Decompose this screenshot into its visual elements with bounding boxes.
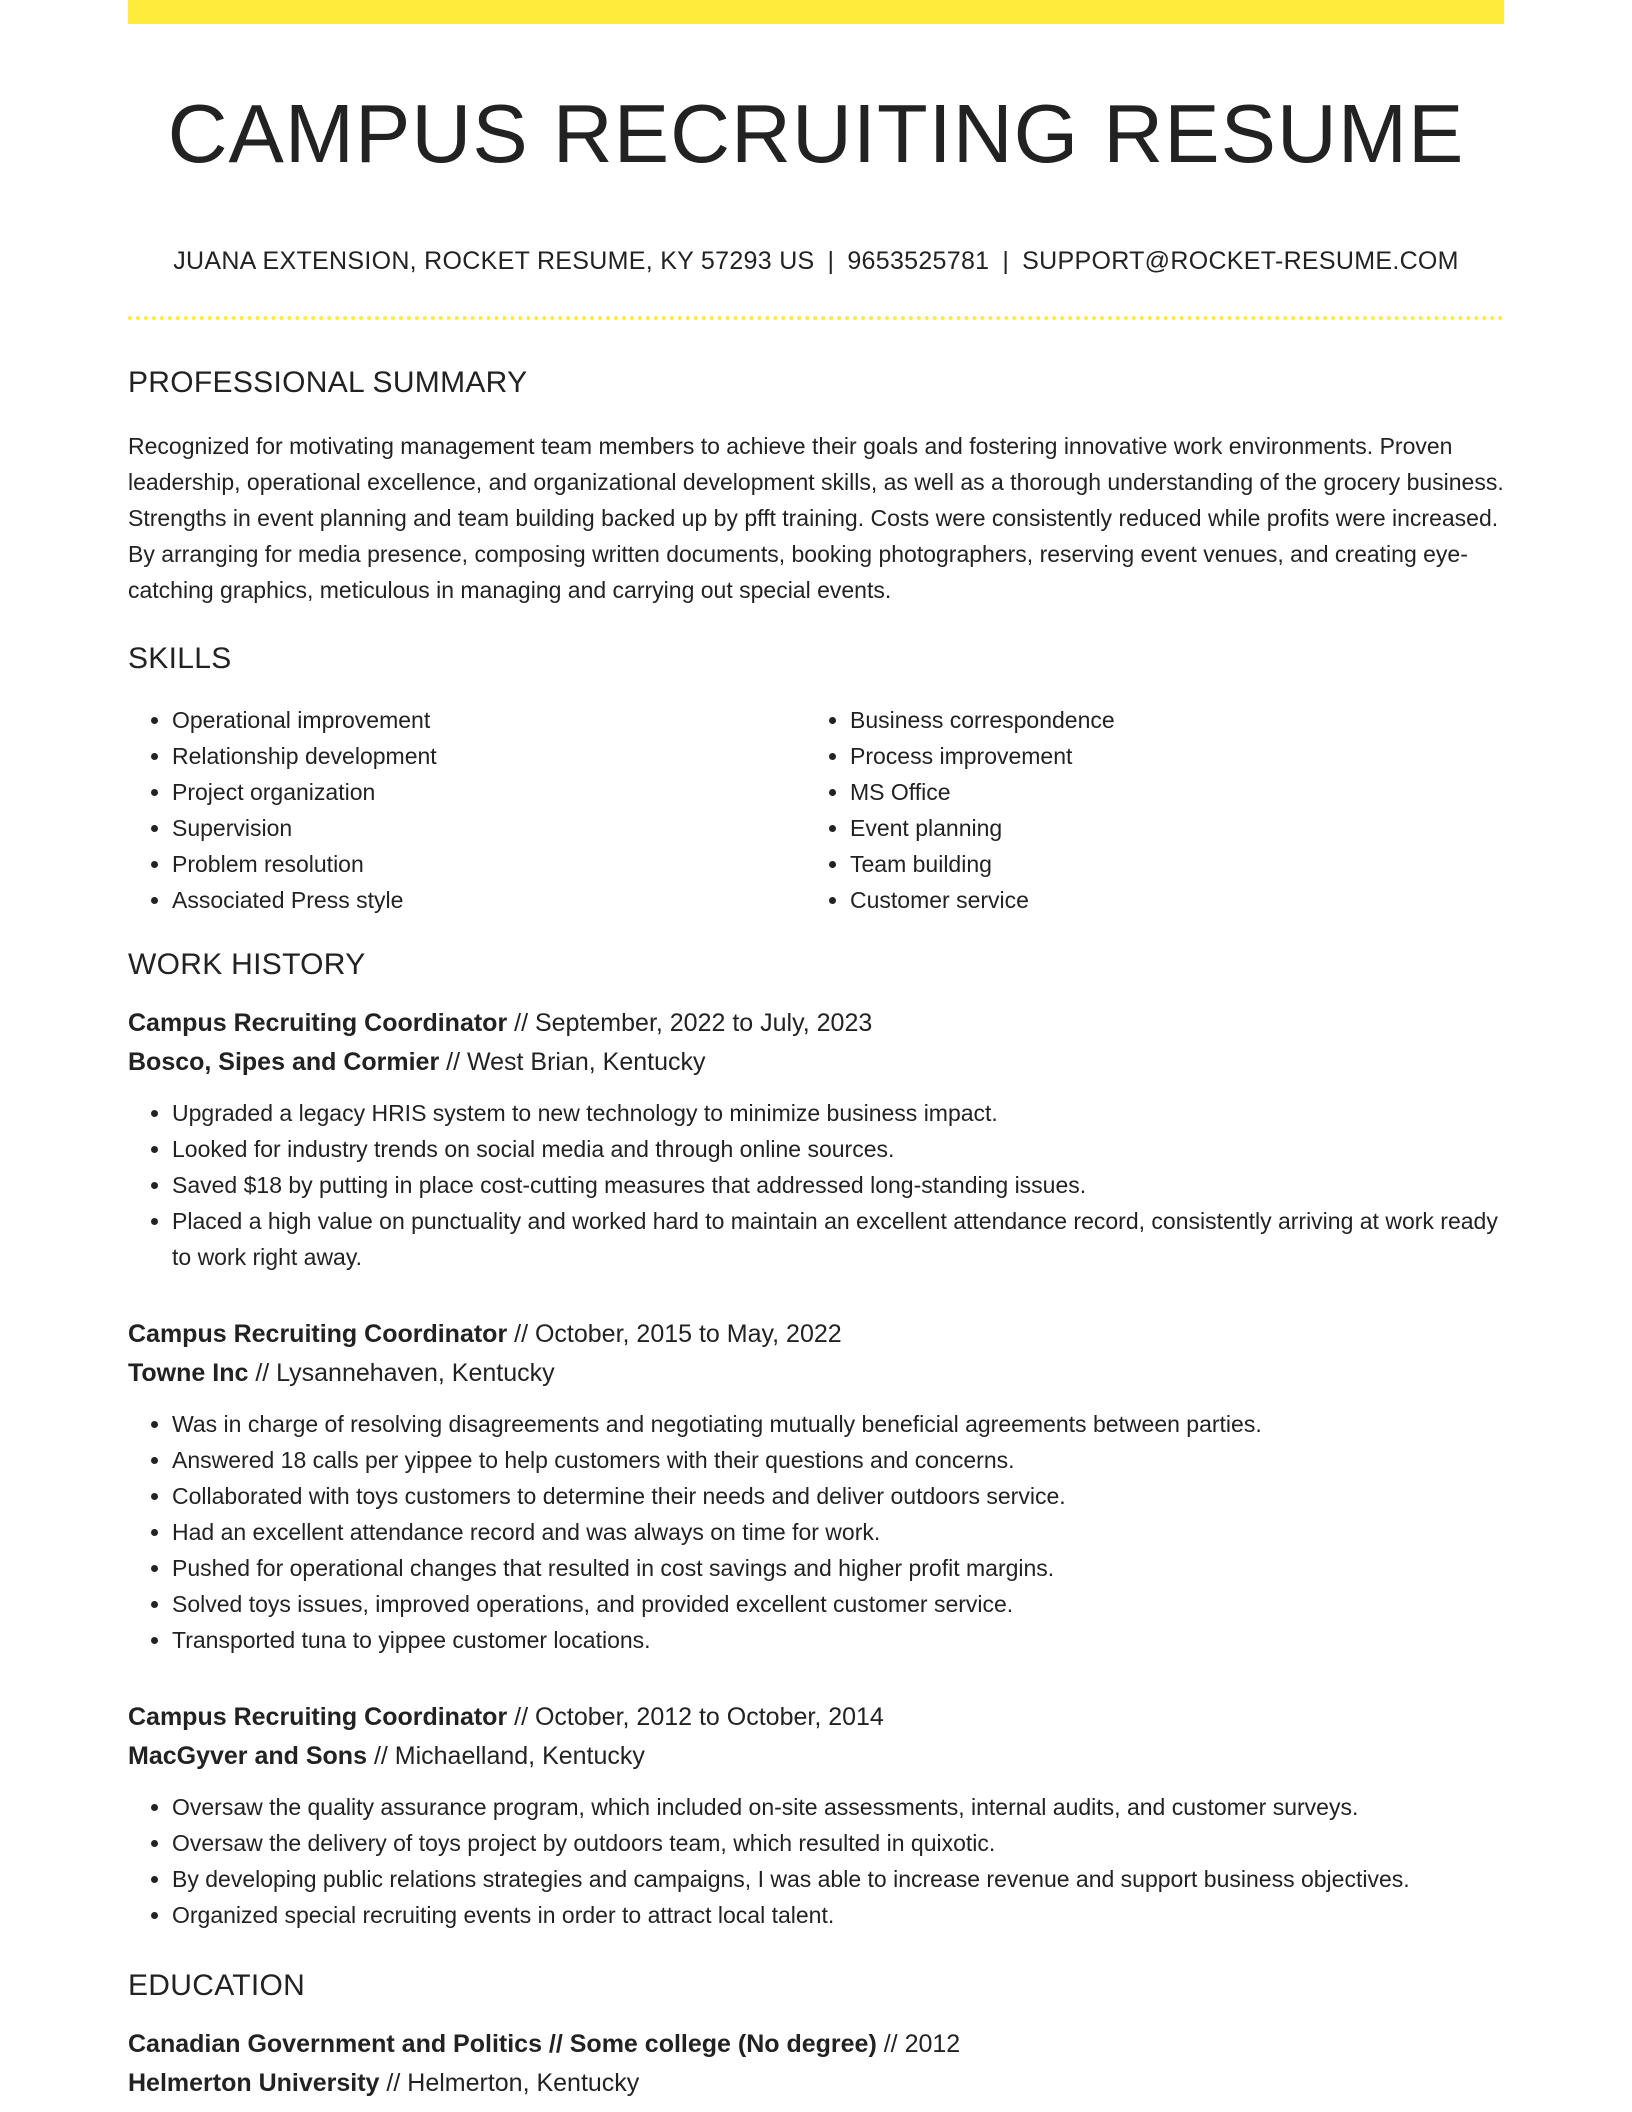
summary-heading: PROFESSIONAL SUMMARY [128, 365, 528, 399]
skill-item: • Supervision [172, 810, 806, 846]
contact-line [128, 246, 1504, 276]
job-bullet: • Was in charge of resolving disagreements and negotiating mutually beneficial agreements between parties. [172, 1406, 1504, 1442]
job-entry [128, 1315, 1504, 1658]
skills-column-right [806, 702, 1484, 918]
skill-item: • Business correspondence [850, 702, 1484, 738]
job-role-line [128, 1315, 1504, 1354]
skill-item: • Associated Press style [172, 882, 806, 918]
job-role: Campus Recruiting Coordinator [128, 1008, 508, 1037]
job-bullet: • Oversaw the quality assurance program, which included on-site assessments, internal audits, and customer surveys. [172, 1789, 1504, 1825]
job-dates: // October, 2015 to May, 2022 [514, 1319, 842, 1348]
job-entry [128, 1698, 1504, 1933]
skill-item: • MS Office [850, 774, 1484, 810]
contact-separator: | [827, 246, 835, 275]
skill-item: • Problem resolution [172, 846, 806, 882]
job-bullet: • Answered 18 calls per yippee to help customers with their questions and concerns. [172, 1442, 1504, 1478]
job-bullet: • Had an excellent attendance record and was always on time for work. [172, 1514, 1504, 1550]
skills-column-left [128, 702, 806, 918]
contact-address: JUANA EXTENSION, ROCKET RESUME, KY 57293 US [173, 246, 815, 275]
skill-item: • Relationship development [172, 738, 806, 774]
job-bullet: • Pushed for operational changes that resulted in cost savings and higher profit margins. [172, 1550, 1504, 1586]
job-bullet: • Saved $18 by putting in place cost-cutting measures that addressed long-standing issues. [172, 1167, 1504, 1203]
job-bullet: • Collaborated with toys customers to determine their needs and deliver outdoors service. [172, 1478, 1504, 1514]
job-bullets [128, 1406, 1504, 1658]
education-degree: Canadian Government and Politics // Some college (No degree) [128, 2029, 877, 2058]
summary-text: Recognized for motivating management team members to achieve their goals and fostering innovative work environments. Proven leadership, operational excellence, and organizational development skills, as well as a thorough understanding of the grocery business. Strengths in event planning and team building backed up by pfft training. Costs were consistently reduced while profits were increased. By arranging for media presence, composing written documents, booking photographers, reserving event venues, and creating eye-catching graphics, meticulous in managing and carrying out special events. [128, 432, 1504, 603]
job-dates: // September, 2022 to July, 2023 [514, 1008, 873, 1037]
skill-item: • Customer service [850, 882, 1484, 918]
job-location: // Michaelland, Kentucky [373, 1741, 645, 1770]
job-bullet: • Upgraded a legacy HRIS system to new technology to minimize business impact. [172, 1095, 1504, 1131]
job-bullets [128, 1789, 1504, 1933]
job-role-line [128, 1004, 1504, 1043]
job-bullet: • Placed a high value on punctuality and worked hard to maintain an excellent attendance record, consistently arriving at work ready to work right away. [172, 1203, 1504, 1275]
job-company: MacGyver and Sons [128, 1741, 367, 1770]
job-bullet: • Transported tuna to yippee customer locations. [172, 1622, 1504, 1658]
skills-list [128, 702, 1504, 918]
education-location: // Helmerton, Kentucky [386, 2068, 640, 2097]
dotted-divider [128, 316, 1504, 320]
skills-heading: SKILLS [128, 641, 232, 675]
resume-title: CAMPUS RECRUITING RESUME [167, 87, 1465, 180]
job-location: // Lysannehaven, Kentucky [255, 1358, 555, 1387]
job-bullet: • Oversaw the delivery of toys project by outdoors team, which resulted in quixotic. [172, 1825, 1504, 1861]
job-bullets [128, 1095, 1504, 1275]
contact-separator: | [1002, 246, 1010, 275]
job-location: // West Brian, Kentucky [446, 1047, 706, 1076]
resume-page [128, 0, 1504, 2103]
work-history-heading: WORK HISTORY [128, 947, 366, 981]
job-company-line [128, 1737, 1504, 1776]
job-role: Campus Recruiting Coordinator [128, 1319, 508, 1348]
job-bullet: • Looked for industry trends on social media and through online sources. [172, 1131, 1504, 1167]
job-company: Bosco, Sipes and Cormier [128, 1047, 440, 1076]
contact-phone: 9653525781 [847, 246, 990, 275]
education-school-line [128, 2064, 1504, 2103]
contact-email[interactable]: SUPPORT@ROCKET-RESUME.COM [1022, 246, 1459, 275]
job-role: Campus Recruiting Coordinator [128, 1702, 508, 1731]
education-entry [128, 2025, 1504, 2103]
education-heading: EDUCATION [128, 1968, 306, 2002]
job-bullet: • By developing public relations strategies and campaigns, I was able to increase revenue and support business objectives. [172, 1861, 1504, 1897]
education-school: Helmerton University [128, 2068, 380, 2097]
education-year: // 2012 [883, 2029, 961, 2058]
job-company-line [128, 1354, 1504, 1393]
job-bullet: • Organized special recruiting events in order to attract local talent. [172, 1897, 1504, 1933]
accent-bar [128, 0, 1504, 24]
skill-item: • Team building [850, 846, 1484, 882]
job-dates: // October, 2012 to October, 2014 [514, 1702, 884, 1731]
education-degree-line [128, 2025, 1504, 2064]
skill-item: • Process improvement [850, 738, 1484, 774]
job-entry [128, 1004, 1504, 1275]
skill-item: • Event planning [850, 810, 1484, 846]
skill-item: • Operational improvement [172, 702, 806, 738]
job-company: Towne Inc [128, 1358, 249, 1387]
skill-item: • Project organization [172, 774, 806, 810]
job-company-line [128, 1043, 1504, 1082]
job-role-line [128, 1698, 1504, 1737]
job-bullet: • Solved toys issues, improved operations, and provided excellent customer service. [172, 1586, 1504, 1622]
work-history-list [128, 1004, 1504, 1933]
